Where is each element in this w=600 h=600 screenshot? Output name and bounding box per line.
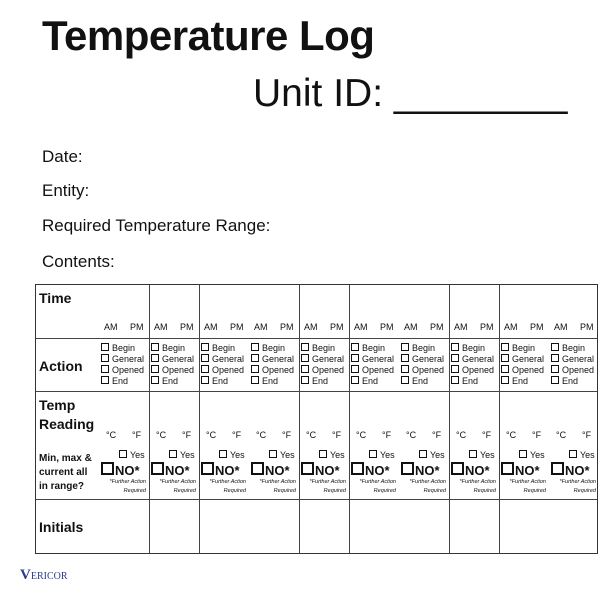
no-label: NO* — [365, 463, 390, 478]
temp-label: Temp — [39, 397, 76, 413]
contents-field: Contents: — [42, 252, 115, 271]
yes-label: Yes — [230, 450, 245, 460]
celsius-label[interactable]: °C — [256, 430, 267, 440]
checkbox[interactable] — [551, 354, 559, 362]
checkbox[interactable] — [301, 376, 309, 384]
yes-option[interactable] — [369, 450, 395, 460]
action-option-1[interactable] — [551, 354, 594, 364]
checkbox[interactable] — [351, 343, 359, 351]
note-line-1: *Further Action — [309, 479, 346, 485]
action-option-2[interactable] — [351, 365, 394, 375]
action-option-label: Opened — [312, 365, 345, 375]
action-option-0[interactable] — [101, 343, 135, 353]
action-option-2[interactable] — [151, 365, 194, 375]
pm-label[interactable]: PM — [180, 322, 194, 332]
further-action-note — [500, 478, 546, 496]
action-option-label: General — [212, 354, 245, 364]
yes-label: Yes — [480, 450, 495, 460]
note-line-2: Required — [373, 488, 396, 494]
no-option[interactable] — [501, 462, 540, 478]
action-option-0[interactable] — [201, 343, 235, 353]
fahrenheit-label[interactable]: °F — [282, 430, 292, 440]
note-line-1: *Further Action — [159, 479, 196, 485]
temperature-range-field: Required Temperature Range: — [42, 216, 271, 235]
checkbox[interactable] — [301, 365, 309, 373]
row-divider — [36, 338, 597, 339]
no-option[interactable] — [551, 462, 590, 478]
checkbox[interactable] — [351, 462, 364, 475]
column-divider — [449, 285, 450, 553]
action-option-0[interactable] — [401, 343, 435, 353]
action-option-3[interactable] — [551, 376, 578, 386]
action-option-label: End — [262, 376, 279, 386]
action-option-0[interactable] — [551, 343, 585, 353]
pm-label[interactable]: PM — [130, 322, 144, 332]
action-option-label: Begin — [362, 343, 386, 353]
celsius-label[interactable]: °C — [406, 430, 417, 440]
action-option-0[interactable] — [301, 343, 335, 353]
no-label: NO* — [215, 463, 240, 478]
note-line-1: *Further Action — [209, 479, 246, 485]
action-option-label: Begin — [412, 343, 436, 353]
further-action-note — [400, 478, 446, 496]
action-option-label: Begin — [112, 343, 136, 353]
yes-label: Yes — [330, 450, 345, 460]
note-line-2: Required — [223, 488, 246, 494]
action-option-2[interactable] — [551, 365, 594, 375]
range-label-2: current all — [39, 467, 88, 478]
action-option-label: General — [312, 354, 345, 364]
checkbox[interactable] — [301, 462, 314, 475]
action-option-label: End — [162, 376, 179, 386]
checkbox[interactable] — [119, 450, 127, 458]
am-label[interactable]: AM — [154, 322, 168, 332]
checkbox[interactable] — [201, 376, 209, 384]
row-divider — [36, 391, 597, 392]
yes-label: Yes — [280, 450, 295, 460]
yes-label: Yes — [380, 450, 395, 460]
yes-option[interactable] — [469, 450, 495, 460]
action-option-label: Opened — [562, 365, 595, 375]
action-option-3[interactable] — [151, 376, 178, 386]
fahrenheit-label[interactable]: °F — [232, 430, 242, 440]
celsius-label[interactable]: °C — [506, 430, 517, 440]
action-option-label: Begin — [162, 343, 186, 353]
yes-label: Yes — [430, 450, 445, 460]
note-line-2: Required — [523, 488, 546, 494]
action-option-label: Opened — [112, 365, 145, 375]
note-line-1: *Further Action — [359, 479, 396, 485]
checkbox[interactable] — [551, 462, 564, 475]
action-option-3[interactable] — [251, 376, 278, 386]
checkbox[interactable] — [301, 354, 309, 362]
yes-option[interactable] — [319, 450, 345, 460]
range-label-3: in range? — [39, 481, 85, 492]
action-option-3[interactable] — [101, 376, 128, 386]
further-action-note — [100, 478, 146, 496]
checkbox[interactable] — [569, 450, 577, 458]
am-label[interactable]: AM — [204, 322, 218, 332]
action-option-3[interactable] — [351, 376, 378, 386]
checkbox[interactable] — [219, 450, 227, 458]
further-action-note — [550, 478, 596, 496]
celsius-label[interactable]: °C — [156, 430, 167, 440]
checkbox[interactable] — [369, 450, 377, 458]
checkbox[interactable] — [501, 365, 509, 373]
no-option[interactable] — [351, 462, 390, 478]
no-label: NO* — [565, 463, 590, 478]
am-label[interactable]: AM — [254, 322, 268, 332]
checkbox[interactable] — [169, 450, 177, 458]
yes-option[interactable] — [519, 450, 545, 460]
am-label[interactable]: AM — [454, 322, 468, 332]
action-label: Action — [39, 358, 83, 374]
page-title: Temperature Log — [42, 12, 375, 59]
no-label: NO* — [115, 463, 140, 478]
yes-option[interactable] — [219, 450, 245, 460]
pm-label[interactable]: PM — [530, 322, 544, 332]
yes-option[interactable] — [119, 450, 145, 460]
action-option-3[interactable] — [401, 376, 428, 386]
action-option-label: General — [562, 354, 595, 364]
no-label: NO* — [515, 463, 540, 478]
action-option-2[interactable] — [251, 365, 294, 375]
pm-label[interactable]: PM — [330, 322, 344, 332]
further-action-note — [300, 478, 346, 496]
further-action-note — [200, 478, 246, 496]
fahrenheit-label[interactable]: °F — [532, 430, 542, 440]
yes-option[interactable] — [169, 450, 195, 460]
no-option[interactable] — [101, 462, 140, 478]
checkbox[interactable] — [101, 343, 109, 351]
checkbox[interactable] — [451, 376, 459, 384]
logo-initial: V — [20, 567, 31, 583]
checkbox[interactable] — [101, 365, 109, 373]
note-line-1: *Further Action — [409, 479, 446, 485]
celsius-label[interactable]: °C — [106, 430, 117, 440]
note-line-1: *Further Action — [459, 479, 496, 485]
checkbox[interactable] — [151, 462, 164, 475]
checkbox[interactable] — [351, 365, 359, 373]
note-line-2: Required — [273, 488, 296, 494]
celsius-label[interactable]: °C — [306, 430, 317, 440]
pm-label[interactable]: PM — [480, 322, 494, 332]
action-option-3[interactable] — [501, 376, 528, 386]
pm-label[interactable]: PM — [380, 322, 394, 332]
action-option-1[interactable] — [501, 354, 544, 364]
further-action-note — [450, 478, 496, 496]
no-option[interactable] — [301, 462, 340, 478]
am-label[interactable]: AM — [304, 322, 318, 332]
action-option-label: Opened — [212, 365, 245, 375]
column-divider — [149, 285, 150, 553]
checkbox[interactable] — [401, 343, 409, 351]
no-label: NO* — [165, 463, 190, 478]
checkbox[interactable] — [501, 462, 514, 475]
note-line-2: Required — [123, 488, 146, 494]
temperature-log-table — [35, 284, 598, 554]
no-label: NO* — [315, 463, 340, 478]
action-option-label: Opened — [462, 365, 495, 375]
note-line-1: *Further Action — [109, 479, 146, 485]
fahrenheit-label[interactable]: °F — [432, 430, 442, 440]
action-option-label: General — [162, 354, 195, 364]
checkbox[interactable] — [401, 354, 409, 362]
further-action-note — [150, 478, 196, 496]
action-option-label: End — [462, 376, 479, 386]
logo-rest: ERICOR — [30, 571, 68, 582]
celsius-label[interactable]: °C — [356, 430, 367, 440]
action-option-label: End — [412, 376, 429, 386]
note-line-1: *Further Action — [509, 479, 546, 485]
action-option-label: General — [512, 354, 545, 364]
note-line-1: *Further Action — [559, 479, 596, 485]
checkbox[interactable] — [251, 365, 259, 373]
action-option-2[interactable] — [101, 365, 144, 375]
yes-label: Yes — [180, 450, 195, 460]
fahrenheit-label[interactable]: °F — [482, 430, 492, 440]
yes-option[interactable] — [569, 450, 595, 460]
checkbox[interactable] — [251, 343, 259, 351]
initials-label: Initials — [39, 519, 84, 535]
further-action-note — [250, 478, 296, 496]
action-option-2[interactable] — [201, 365, 244, 375]
celsius-label[interactable]: °C — [456, 430, 467, 440]
action-option-label: Begin — [562, 343, 586, 353]
note-line-2: Required — [473, 488, 496, 494]
action-option-3[interactable] — [201, 376, 228, 386]
range-label-1: Min, max & — [39, 453, 92, 464]
am-label[interactable]: AM — [404, 322, 418, 332]
action-option-label: General — [262, 354, 295, 364]
no-option[interactable] — [151, 462, 190, 478]
action-option-label: Begin — [462, 343, 486, 353]
action-option-0[interactable] — [151, 343, 185, 353]
am-label[interactable]: AM — [354, 322, 368, 332]
checkbox[interactable] — [451, 343, 459, 351]
checkbox[interactable] — [551, 365, 559, 373]
date-field: Date: — [42, 147, 83, 166]
yes-label: Yes — [580, 450, 595, 460]
column-divider — [299, 285, 300, 553]
action-option-label: Begin — [312, 343, 336, 353]
action-option-label: General — [112, 354, 145, 364]
checkbox[interactable] — [469, 450, 477, 458]
checkbox[interactable] — [101, 376, 109, 384]
checkbox[interactable] — [151, 365, 159, 373]
yes-label: Yes — [130, 450, 145, 460]
action-option-1[interactable] — [351, 354, 394, 364]
action-option-label: Opened — [262, 365, 295, 375]
checkbox[interactable] — [451, 462, 464, 475]
checkbox[interactable] — [451, 354, 459, 362]
action-option-label: End — [312, 376, 329, 386]
checkbox[interactable] — [201, 365, 209, 373]
am-label[interactable]: AM — [104, 322, 118, 332]
no-option[interactable] — [201, 462, 240, 478]
checkbox[interactable] — [401, 462, 414, 475]
fahrenheit-label[interactable]: °F — [382, 430, 392, 440]
fahrenheit-label[interactable]: °F — [332, 430, 342, 440]
yes-option[interactable] — [419, 450, 445, 460]
action-option-0[interactable] — [351, 343, 385, 353]
celsius-label[interactable]: °C — [206, 430, 217, 440]
note-line-1: *Further Action — [259, 479, 296, 485]
action-option-1[interactable] — [101, 354, 144, 364]
action-option-2[interactable] — [451, 365, 494, 375]
column-divider — [199, 285, 200, 553]
checkbox[interactable] — [201, 343, 209, 351]
fahrenheit-label[interactable]: °F — [182, 430, 192, 440]
column-divider — [349, 285, 350, 553]
checkbox[interactable] — [301, 343, 309, 351]
vericor-logo — [20, 567, 68, 584]
action-option-0[interactable] — [451, 343, 485, 353]
action-option-label: End — [212, 376, 229, 386]
no-label: NO* — [465, 463, 490, 478]
celsius-label[interactable]: °C — [556, 430, 567, 440]
action-option-1[interactable] — [401, 354, 444, 364]
checkbox[interactable] — [319, 450, 327, 458]
checkbox[interactable] — [101, 354, 109, 362]
no-option[interactable] — [401, 462, 440, 478]
action-option-label: Opened — [162, 365, 195, 375]
action-option-2[interactable] — [401, 365, 444, 375]
pm-label[interactable]: PM — [230, 322, 244, 332]
action-option-label: Begin — [262, 343, 286, 353]
fahrenheit-label[interactable]: °F — [132, 430, 142, 440]
action-option-label: Begin — [212, 343, 236, 353]
action-option-label: Opened — [362, 365, 395, 375]
note-line-2: Required — [323, 488, 346, 494]
checkbox[interactable] — [151, 343, 159, 351]
note-line-2: Required — [423, 488, 446, 494]
checkbox[interactable] — [251, 376, 259, 384]
checkbox[interactable] — [251, 462, 264, 475]
checkbox[interactable] — [151, 354, 159, 362]
am-label[interactable]: AM — [554, 322, 568, 332]
action-option-2[interactable] — [501, 365, 544, 375]
yes-option[interactable] — [269, 450, 295, 460]
pm-label[interactable]: PM — [580, 322, 594, 332]
checkbox[interactable] — [101, 462, 114, 475]
checkbox[interactable] — [551, 343, 559, 351]
checkbox[interactable] — [401, 376, 409, 384]
checkbox[interactable] — [351, 354, 359, 362]
entity-field: Entity: — [42, 181, 90, 200]
no-option[interactable] — [451, 462, 490, 478]
action-option-label: End — [362, 376, 379, 386]
unit-id-field: Unit ID: ________ — [253, 72, 568, 115]
am-label[interactable]: AM — [504, 322, 518, 332]
action-option-2[interactable] — [301, 365, 344, 375]
checkbox[interactable] — [201, 354, 209, 362]
checkbox[interactable] — [419, 450, 427, 458]
note-line-2: Required — [173, 488, 196, 494]
row-divider — [36, 499, 597, 500]
fahrenheit-label[interactable]: °F — [582, 430, 592, 440]
action-option-label: General — [412, 354, 445, 364]
pm-label[interactable]: PM — [430, 322, 444, 332]
no-label: NO* — [265, 463, 290, 478]
further-action-note — [350, 478, 396, 496]
no-option[interactable] — [251, 462, 290, 478]
action-option-0[interactable] — [501, 343, 535, 353]
action-option-1[interactable] — [301, 354, 344, 364]
checkbox[interactable] — [501, 376, 509, 384]
checkbox[interactable] — [519, 450, 527, 458]
checkbox[interactable] — [201, 462, 214, 475]
action-option-label: Opened — [512, 365, 545, 375]
checkbox[interactable] — [151, 376, 159, 384]
action-option-1[interactable] — [201, 354, 244, 364]
column-divider — [499, 285, 500, 553]
checkbox[interactable] — [251, 354, 259, 362]
checkbox[interactable] — [501, 354, 509, 362]
action-option-label: Begin — [512, 343, 536, 353]
action-option-label: End — [512, 376, 529, 386]
action-option-3[interactable] — [301, 376, 328, 386]
yes-label: Yes — [530, 450, 545, 460]
action-option-label: Opened — [412, 365, 445, 375]
action-option-0[interactable] — [251, 343, 285, 353]
action-option-3[interactable] — [451, 376, 478, 386]
pm-label[interactable]: PM — [280, 322, 294, 332]
note-line-2: Required — [573, 488, 596, 494]
time-label: Time — [39, 290, 72, 306]
checkbox[interactable] — [551, 376, 559, 384]
action-option-label: General — [462, 354, 495, 364]
checkbox[interactable] — [269, 450, 277, 458]
checkbox[interactable] — [351, 376, 359, 384]
action-option-label: General — [362, 354, 395, 364]
no-label: NO* — [415, 463, 440, 478]
action-option-1[interactable] — [251, 354, 294, 364]
action-option-1[interactable] — [151, 354, 194, 364]
action-option-label: End — [112, 376, 129, 386]
checkbox[interactable] — [401, 365, 409, 373]
checkbox[interactable] — [501, 343, 509, 351]
checkbox[interactable] — [451, 365, 459, 373]
reading-label: Reading — [39, 416, 95, 432]
action-option-1[interactable] — [451, 354, 494, 364]
action-option-label: End — [562, 376, 579, 386]
